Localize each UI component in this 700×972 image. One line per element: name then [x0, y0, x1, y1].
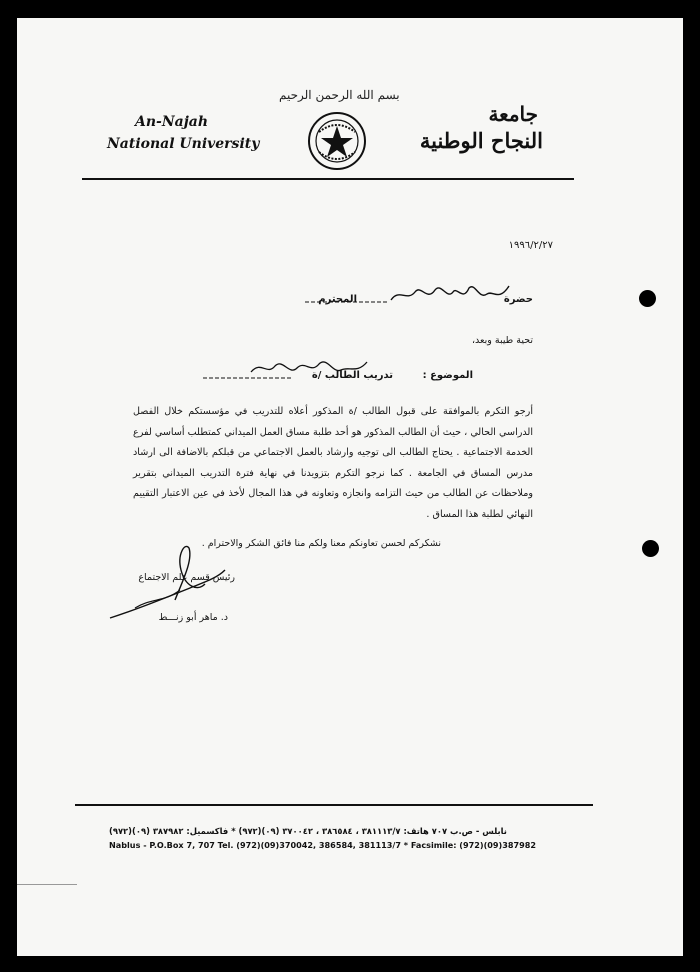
footer-english-contact: Nablus - P.O.Box 7, 707 Tel. (972)(09)370042, 386584, 381113/7 * Facsimile: (972)(09)387982: [109, 840, 537, 850]
punch-hole-bottom: [642, 540, 659, 557]
greeting: تحية طيبة وبعد،: [471, 335, 533, 346]
subject-text: تدريب الطالب /ة: [311, 370, 393, 381]
handwritten-student-name: [201, 354, 391, 384]
letter-page: [17, 18, 683, 956]
arabic-name-line2: النجاح الوطنية: [419, 128, 543, 153]
subject-label: الموضوع :: [422, 370, 473, 381]
university-seal-icon: [307, 110, 367, 172]
closing-line: نشكركم لحسن تعاونكم معنا ولكم منا فائق الشكر والاحترام .: [201, 538, 441, 549]
english-name-line1: An-Najah: [135, 114, 209, 130]
footer-divider: [75, 804, 593, 806]
letter-body: أرجو التكرم بالموافقة على قبول الطالب /ة المذكور أعلاه للتدريب في مؤسستكم خلال الفصل الدراسي الحالي ، حيث أن الطالب المذكور هو أحد طلبة مساق العمل الميداني كمتطلب أساسي لفرع الخدمة الاجتماعية . يحتاج الطالب الى توجيه وارشاد بالعمل الاجتماعي من قبلكم بالاضافة الى ارشاد مدرس المساق في الجامعة . كما نرجو التكرم بتزويدنا في نهاية فترة التدريب الميداني بتقرير وملاحظات عن الطالب من حيث التزامه وانجازه وتعاونه في هذا المجال لأخذ في عين الاعتبار التقييم النهائي لطلبة هذا المساق .: [133, 406, 533, 520]
arabic-name-line1: جامعة: [488, 102, 538, 126]
punch-hole-top: [639, 290, 656, 307]
basmala: بسم الله الرحمن الرحيم: [279, 88, 400, 102]
salutation-suffix: المحترم: [318, 294, 357, 305]
signatory-title: رئيس قسم علم الاجتماع: [138, 572, 235, 583]
salutation-prefix: حضرة: [503, 294, 533, 305]
signatory-name: د. ماهر أبو زنـــط: [158, 612, 228, 623]
letter-date: ١٩٩٦/٢/٢٧: [508, 240, 553, 251]
header-divider: [82, 178, 574, 180]
fold-mark: [17, 884, 77, 885]
english-name-line2: National University: [107, 136, 260, 152]
footer-arabic-contact: نابلس - ص.ب ٧٠٧ هاتف: ٣٨١١١٣/٧ ، ٣٨٦٥٨٤ ، ٣٧٠٠٤٢ (٠٩)(٩٧٢) * فاكسميل: ٣٨٧٩٨٢ (٠٩)(٩٧٢): [109, 826, 507, 836]
